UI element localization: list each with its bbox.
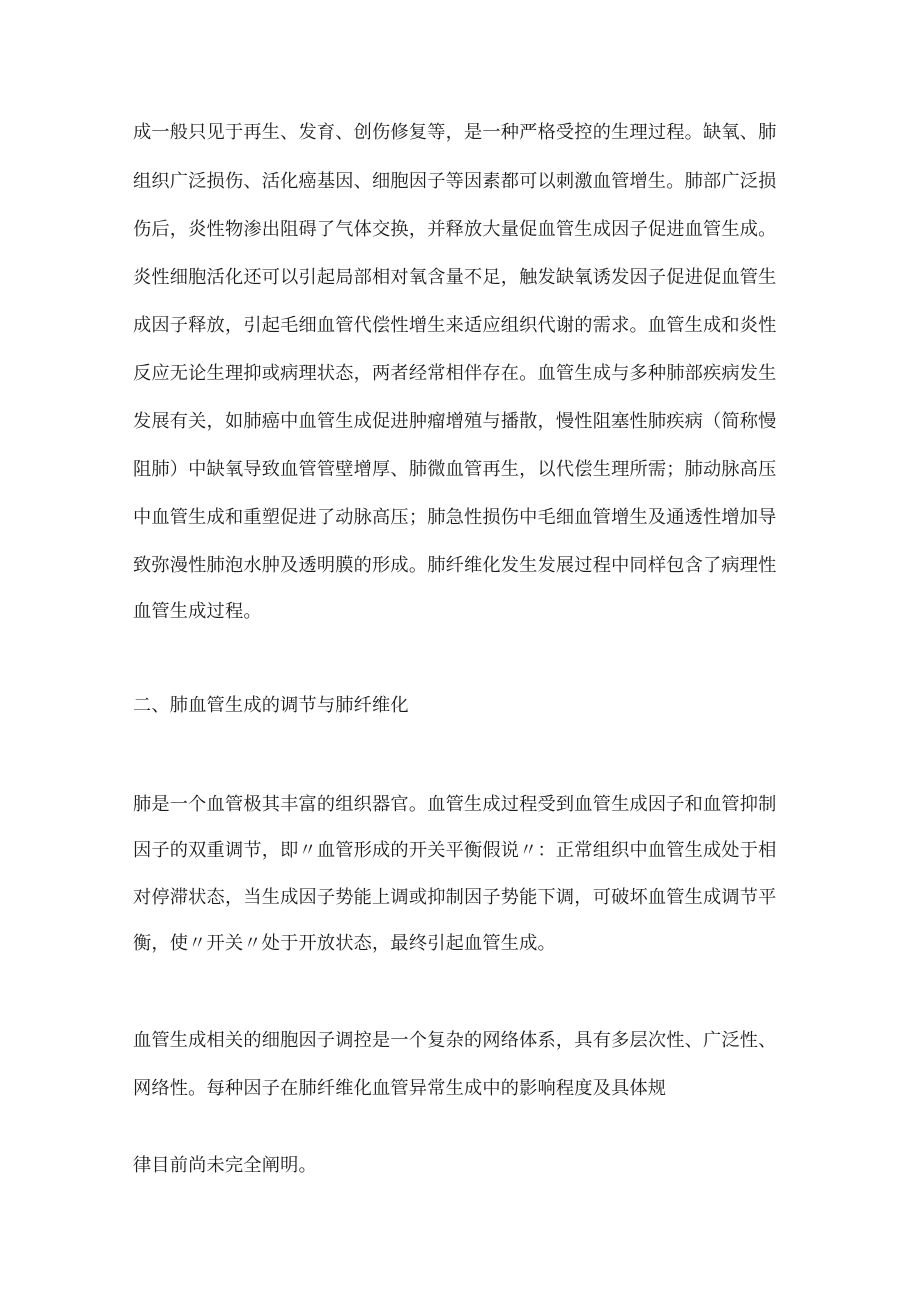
text-line: 反应无论生理抑或病理状态，两者经常相伴存在。血管生成与多种肺部疾病发生 — [133, 363, 777, 384]
text-line: 网络性。每种因子在肺纤维化血管异常生成中的影响程度及具体规 — [133, 1078, 667, 1099]
text-line: 炎性细胞活化还可以引起局部相对氧含量不足，触发缺氧诱发因子促进促血管生 — [133, 267, 777, 288]
text-line: 血管生成过程。 — [133, 601, 262, 622]
text-line: 成因子释放，引起毛细血管代偿性增生来适应组织代谢的需求。血管生成和炎性 — [133, 315, 777, 336]
section-heading: 二、肺血管生成的调节与肺纤维化 — [133, 695, 409, 716]
text-line: 成一般只见于再生、发育、创伤修复等，是一种严格受控的生理过程。缺氧、肺 — [133, 122, 777, 143]
text-line: 中血管生成和重塑促进了动脉高压；肺急性损伤中毛细血管增生及通透性增加导 — [133, 507, 777, 528]
text-line: 因子的双重调节，即〃血管形成的开关平衡假说〃：正常组织中血管生成处于相 — [133, 840, 777, 861]
text-line: 衡，使〃开关〃处于开放状态，最终引起血管生成。 — [133, 933, 556, 954]
text-line: 对停滞状态，当生成因子势能上调或抑制因子势能下调，可破坏血管生成调节平 — [133, 887, 777, 908]
text-line: 发展有关，如肺癌中血管生成促进肿瘤增殖与播散，慢性阻塞性肺疾病（简称慢 — [133, 411, 777, 432]
text-line: 伤后，炎性物渗出阻碍了气体交换，并释放大量促血管生成因子促进血管生成。 — [133, 219, 777, 240]
text-line: 肺是一个血管极其丰富的组织器官。血管生成过程受到血管生成因子和血管抑制 — [133, 794, 777, 815]
text-line: 血管生成相关的细胞因子调控是一个复杂的网络体系，具有多层次性、广泛性、 — [133, 1030, 777, 1051]
text-line: 致弥漫性肺泡水肿及透明膜的形成。肺纤维化发生发展过程中同样包含了病理性 — [133, 555, 777, 576]
text-line: 律目前尚未完全阐明。 — [133, 1155, 317, 1176]
text-line: 阻肺）中缺氧导致血管管壁增厚、肺微血管再生，以代偿生理所需；肺动脉高压 — [133, 459, 777, 480]
text-line: 组织广泛损伤、活化癌基因、细胞因子等因素都可以刺激血管增生。肺部广泛损 — [133, 171, 777, 192]
